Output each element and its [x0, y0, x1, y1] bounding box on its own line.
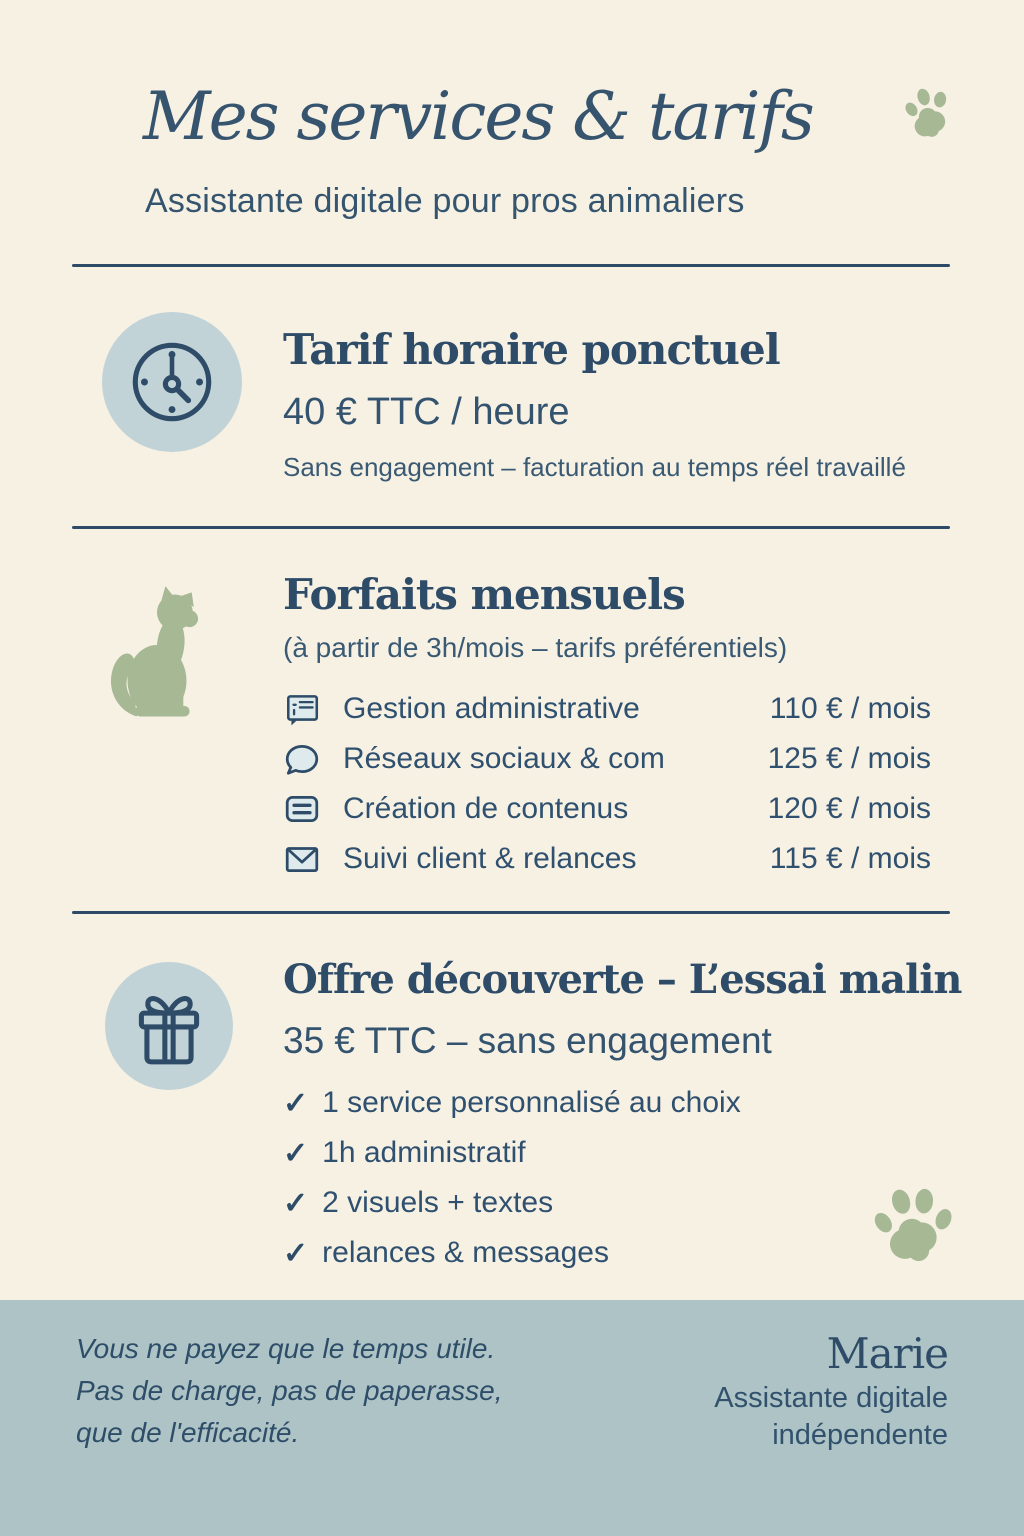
- check-icon: ✓: [283, 1136, 309, 1170]
- plan-price: 125 € / mois: [767, 742, 931, 775]
- check-icon: ✓: [283, 1236, 309, 1270]
- chat-bubble-icon: [283, 740, 321, 778]
- page-title: Mes services & tarifs: [143, 78, 813, 155]
- feature-item: [283, 1228, 741, 1278]
- clock-icon: [121, 331, 223, 433]
- footer-quote-line: Vous ne payez que le temps utile.: [76, 1333, 496, 1364]
- memo-icon: [283, 690, 321, 728]
- check-icon: ✓: [283, 1186, 309, 1220]
- plan-row: [283, 784, 931, 834]
- footer-role-line: indépendente: [772, 1419, 948, 1451]
- feature-label: 2 visuels + textes: [322, 1186, 554, 1219]
- section-monthly-title: Forfaits mensuels: [283, 570, 685, 619]
- content-icon: [283, 790, 321, 828]
- footer-quote-line: que de l'efficacité.: [76, 1417, 300, 1448]
- clock-icon-circle: [102, 312, 242, 452]
- feature-item: [283, 1128, 741, 1178]
- discovery-feature-list: [283, 1078, 741, 1278]
- plan-label: Suivi client & relances: [343, 842, 637, 875]
- divider: [72, 264, 950, 267]
- section-discovery-title: Offre découverte – L’essai malin: [283, 956, 962, 1003]
- footer-quote-line: Pas de charge, pas de paperasse,: [76, 1375, 503, 1406]
- divider: [72, 526, 950, 529]
- plan-label: Réseaux sociaux & com: [343, 742, 665, 775]
- plan-price: 115 € / mois: [769, 842, 931, 875]
- gift-icon-circle: [105, 962, 233, 1090]
- plan-row: [283, 734, 931, 784]
- envelope-icon: [283, 840, 321, 878]
- feature-label: 1 service personnalisé au choix: [322, 1086, 741, 1119]
- feature-item: [283, 1078, 741, 1128]
- plan-price: 110 € / mois: [769, 692, 931, 725]
- section-monthly-note: (à partir de 3h/mois – tarifs préférentiels): [283, 632, 788, 663]
- feature-label: 1h administratif: [322, 1136, 526, 1169]
- footer-name: Marie: [826, 1329, 948, 1378]
- paw-icon: [861, 1171, 963, 1275]
- cat-icon: [98, 584, 216, 726]
- feature-item: [283, 1178, 741, 1228]
- feature-label: relances & messages: [322, 1236, 609, 1269]
- footer-signature: [714, 1328, 948, 1454]
- paw-icon: [892, 74, 964, 149]
- plan-label: Gestion administrative: [343, 692, 640, 725]
- section-discovery-price: 35 € TTC – sans engagement: [283, 1020, 772, 1061]
- section-hourly-title: Tarif horaire ponctuel: [283, 325, 780, 374]
- gift-icon: [123, 980, 215, 1072]
- section-hourly-price: 40 € TTC / heure: [283, 391, 570, 433]
- plan-price: 120 € / mois: [767, 792, 931, 825]
- plan-row: [283, 834, 931, 884]
- footer-role-line: Assistante digitale: [714, 1382, 948, 1414]
- plan-label: Création de contenus: [343, 792, 629, 825]
- page-subtitle: Assistante digitale pour pros animaliers: [145, 182, 745, 220]
- plan-row: [283, 684, 931, 734]
- check-icon: ✓: [283, 1086, 309, 1120]
- monthly-plan-list: [283, 684, 931, 884]
- section-hourly-note: Sans engagement – facturation au temps réel travaillé: [283, 452, 906, 482]
- footer-quote: [76, 1328, 503, 1454]
- divider: [72, 911, 950, 914]
